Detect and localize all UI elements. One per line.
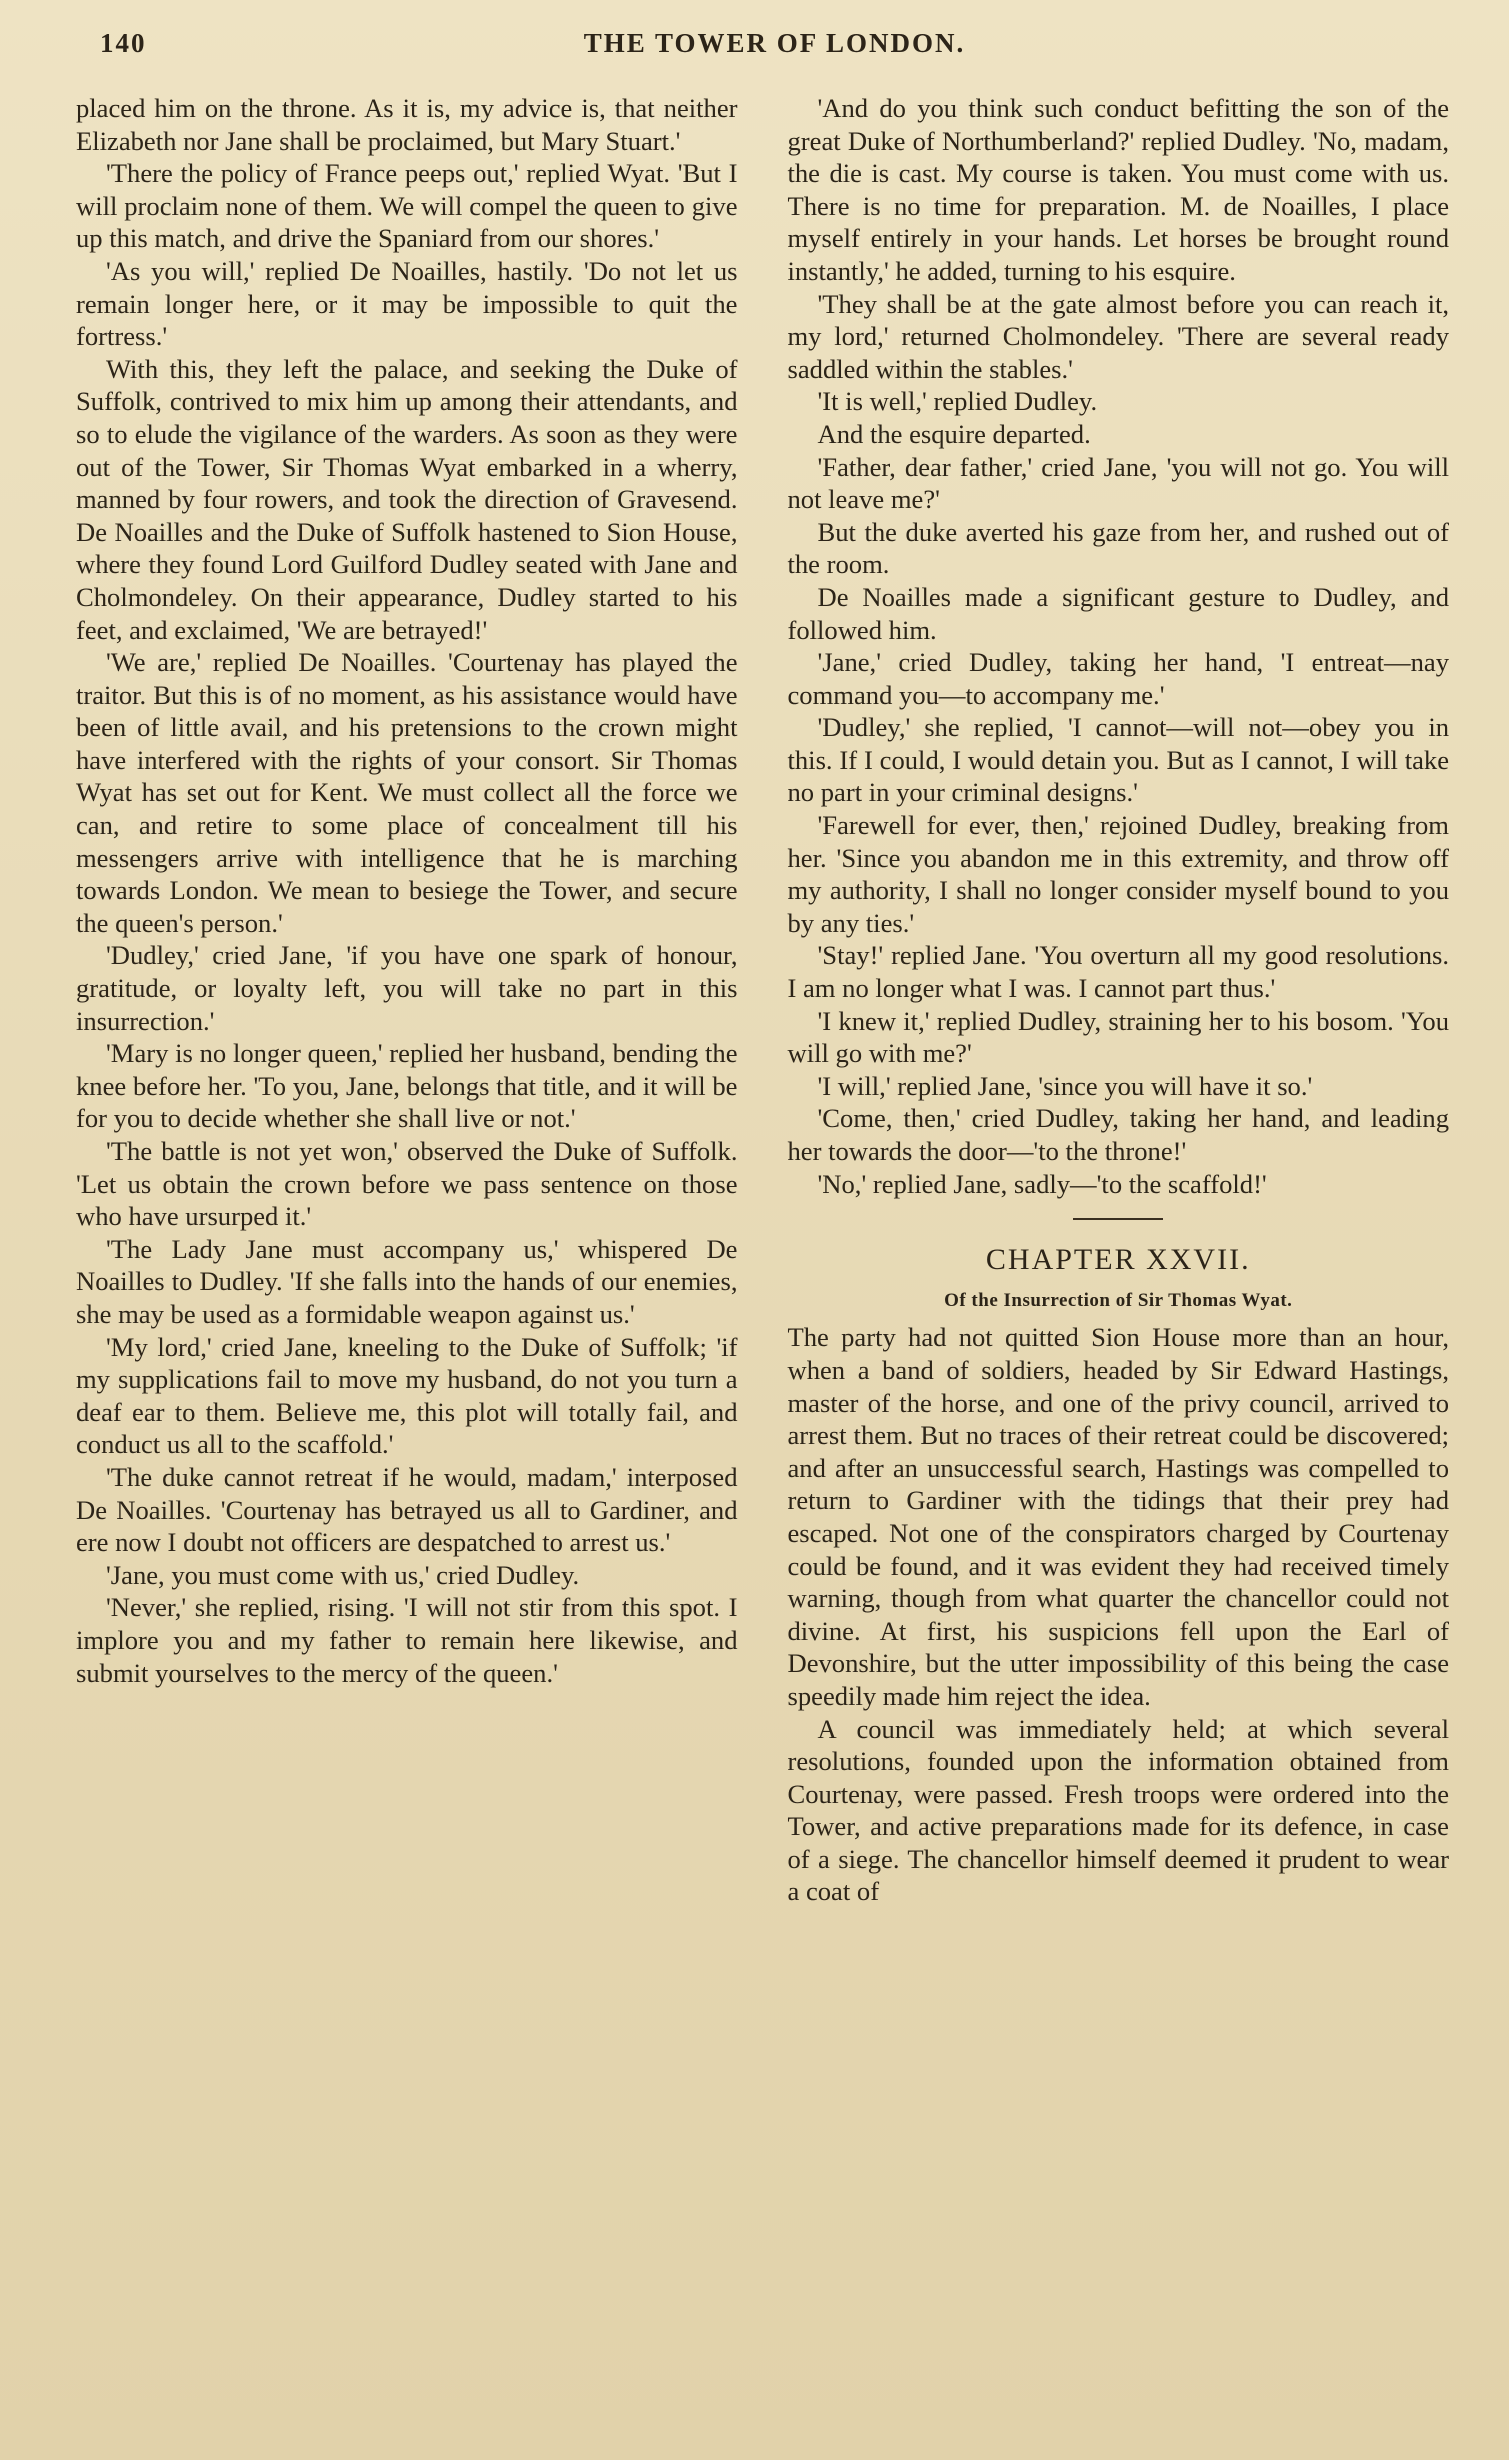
right-column [788, 92, 1450, 2440]
paragraph: With this, they left the palace, and seeking the Duke of Suffolk, contrived to mix him up among their attendants, and so to elude the vigilance of the warders. As soon as they were out of the Tower, Sir Thomas Wyat embarked in a wherry, manned by four rowers, and took the direction of Gravesend. De Noailles and the Duke of Suffolk hastened to Sion House, where they found Lord Guilford Dudley seated with Jane and Cholmondeley. On their appearance, Dudley started to his feet, and exclaimed, 'We are betrayed!' [76, 353, 738, 645]
paragraph: 'No,' replied Jane, sadly—'to the scaffold!' [817, 1168, 1267, 1199]
paragraph: 'Never,' she replied, rising. 'I will not stir from this spot. I implore you and my father to remain here likewise, and submit yourselves to the mercy of the queen.' [76, 1592, 738, 1688]
paragraph: 'We are,' replied De Noailles. 'Courtenay has played the traitor. But this is of no moment, as his assistance would have been of little avail, and his pretensions to the crown might have interfered with the rights of your consort. Sir Thomas Wyat has set out for Kent. We must collect all the force we can, and retire to some place of concealment till his messengers arrive with intelligence that he is marching towards London. We mean to besiege the Tower, and secure the queen's person.' [76, 647, 738, 938]
paragraph: 'The duke cannot retreat if he would, madam,' interposed De Noailles. 'Courtenay has betrayed us all to Gardiner, and ere now I doubt not officers are despatched to arrest us.' [76, 1461, 738, 1558]
paragraph: A council was immediately held; at which several resolutions, founded upon the information obtained from Courtenay, were passed. Fresh troops were ordered into the Tower, and active preparations made for its defence, in case of a siege. The chancellor himself deemed it prudent to wear a coat of [787, 1713, 1449, 1907]
paragraph: But the duke averted his gaze from her, and rushed out of the room. [787, 516, 1449, 580]
running-title: THE TOWER OF LONDON. [583, 28, 966, 58]
paragraph: 'Stay!' replied Jane. 'You overturn all my good resolutions. I am no longer what I was. I cannot part thus.' [787, 940, 1449, 1004]
paragraph: 'Dudley,' she replied, 'I cannot—will not—obey you in this. If I could, I would detain you. But as I cannot, I will take no part in your criminal designs.' [787, 712, 1449, 808]
paragraph: 'It is well,' replied Dudley. [817, 386, 1098, 417]
page-number: 140 [100, 28, 147, 58]
paragraph: 'And do you think such conduct befitting the son of the great Duke of Northumberland?' replied Dudley. 'No, madam, the die is cast. My course is taken. You must come with us. There is no time for preparation. M. de Noailles, I place myself entirely in your hands. Let horses be brought round instantly,' he added, turning to his esquire. [787, 93, 1449, 286]
paragraph: 'I will,' replied Jane, 'since you will have it so.' [817, 1070, 1313, 1101]
running-head [100, 28, 1449, 58]
paragraph: The party had not quitted Sion House more than an hour, when a band of soldiers, headed by Sir Edward Hastings, master of the horse, and one of the privy council, arrived to arrest them. But no traces of their retreat could be discovered; and after an unsuccessful search, Hastings was compelled to return to Gardiner with the tidings that their prey had escaped. Not one of the conspirators charged by Courtenay could be found, and it was evident they had received timely warning, though from what quarter the chancellor could not divine. At first, his suspicions fell upon the Earl of Devonshire, but the utter impossibility of this being the case speedily made him reject the idea. [787, 1322, 1449, 1711]
paragraph: 'As you will,' replied De Noailles, hastily. 'Do not let us remain longer here, or it may be impossible to quit the fortress.' [76, 255, 738, 352]
paragraph: 'Mary is no longer queen,' replied her husband, bending the knee before her. 'To you, Jane, belongs that title, and it will be for you to decide whether she shall live or not.' [76, 1038, 738, 1134]
paragraph: 'Father, dear father,' cried Jane, 'you will not go. You will not leave me?' [787, 451, 1449, 515]
text-columns [76, 92, 1449, 2440]
section-divider [1073, 1218, 1163, 1220]
left-column [76, 92, 738, 2440]
paragraph: placed him on the throne. As it is, my advice is, that neither Elizabeth nor Jane shall be proclaimed, but Mary Stuart.' [76, 93, 738, 156]
paragraph: 'Come, then,' cried Dudley, taking her hand, and leading her towards the door—'to the throne!' [787, 1103, 1449, 1166]
paragraph: De Noailles made a significant gesture to Dudley, and followed him. [787, 581, 1449, 645]
paragraph: 'The battle is not yet won,' observed the Duke of Suffolk. 'Let us obtain the crown before we pass sentence on those who have ursurped it.' [76, 1136, 738, 1232]
paragraph: 'They shall be at the gate almost before you can reach it, my lord,' returned Cholmondeley. 'There are several ready saddled within the stables.' [787, 288, 1449, 384]
chapter-subtitle: Of the Insurrection of Sir Thomas Wyat. [944, 1289, 1293, 1311]
chapter-title: CHAPTER XXVII. [985, 1243, 1251, 1277]
paragraph: 'Farewell for ever, then,' rejoined Dudley, breaking from her. 'Since you abandon me in this extremity, and throw off my authority, I shall no longer consider myself bound to you by any ties.' [787, 810, 1449, 938]
paragraph: 'Jane, you must come with us,' cried Dudley. [106, 1559, 580, 1590]
right-column-paragraphs-after [788, 1321, 1450, 1908]
paragraph: And the esquire departed. [817, 418, 1091, 449]
paragraph: 'Dudley,' cried Jane, 'if you have one spark of honour, gratitude, or loyalty left, you will take no part in this insurrection.' [76, 940, 738, 1036]
paragraph: 'There the policy of France peeps out,' replied Wyat. 'But I will proclaim none of them. We will compel the queen to give up this match, and drive the Spaniard from our shores.' [76, 158, 738, 254]
paragraph: 'Jane,' cried Dudley, taking her hand, 'I entreat—nay command you—to accompany me.' [787, 647, 1449, 710]
paragraph: 'The Lady Jane must accompany us,' whispered De Noailles to Dudley. 'If she falls into the hands of our enemies, she may be used as a formidable weapon against us.' [76, 1233, 738, 1329]
paragraph: 'I knew it,' replied Dudley, straining her to his bosom. 'You will go with me?' [787, 1005, 1449, 1069]
paragraph: 'My lord,' cried Jane, kneeling to the Duke of Suffolk; 'if my supplications fail to move my husband, do not you turn a deaf ear to them. Believe me, this plot will totally fail, and conduct us all to the scaffold.' [76, 1331, 738, 1460]
right-column-paragraphs-before [788, 92, 1450, 1200]
